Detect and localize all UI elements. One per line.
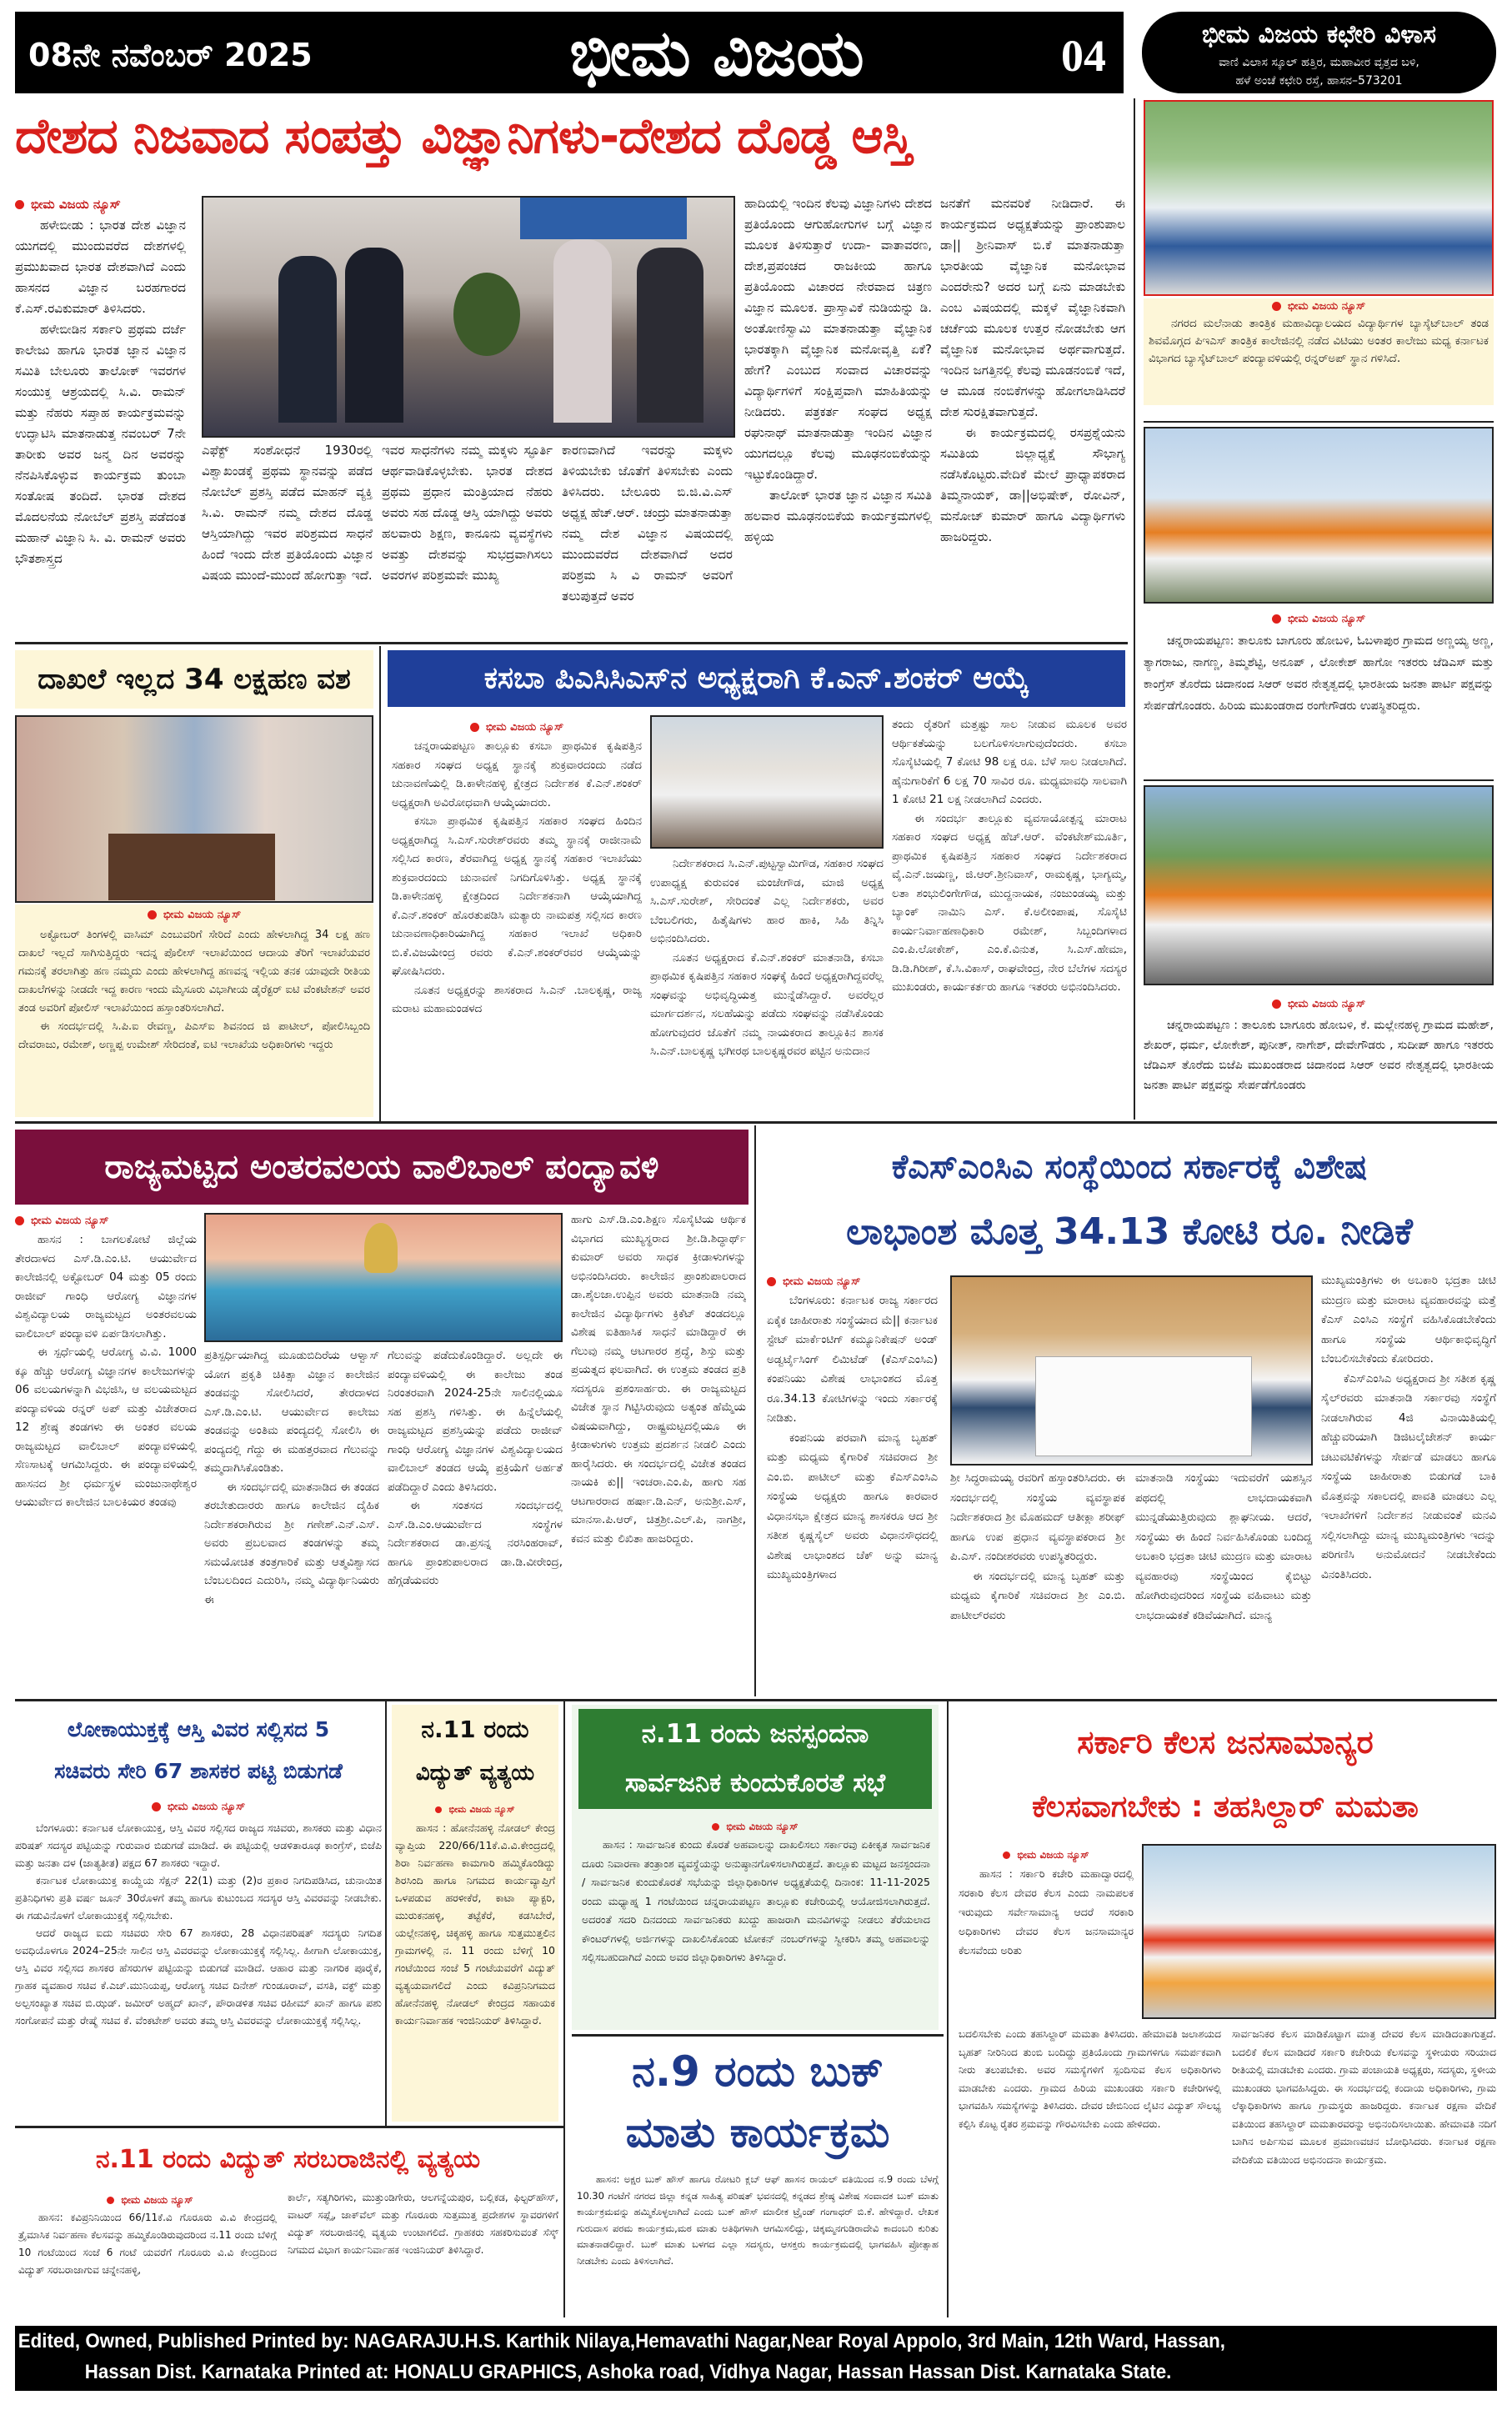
basketball-byline: ಭೀಮ ವಿಜಯ ನ್ಯೂಸ್ bbox=[1144, 298, 1494, 315]
cash-seizure-text-box bbox=[15, 904, 373, 1117]
bullet-icon bbox=[1272, 302, 1281, 311]
article5-headline-line1: ಕೆಎಸ್‌ಎಂಸಿಎ ಸಂಸ್ಥೆಯಿಂದ ಸರ್ಕಾರಕ್ಕೆ ವಿಶೇಷ bbox=[891, 1148, 1368, 1186]
column-divider bbox=[379, 646, 381, 1121]
bullet-icon bbox=[1003, 1851, 1010, 1859]
office-address-line1: ವಾಣಿ ವಿಲಾಸ ಸ್ಕೂಲ್ ಹತ್ತಿರ, ಮಹಾವೀರ ವೃತ್ತದ ಬಳಿ, bbox=[1219, 56, 1419, 69]
article6-headline-line2: ಸಚಿವರು ಸೇರಿ 67 ಶಾಸಕರ ಪಟ್ಟಿ ಬಿಡುಗಡೆ bbox=[54, 1759, 343, 1783]
article5-col3: ಮಾತನಾಡಿ ಸಂಸ್ಥೆಯು ಇದುವರೆಗೆ ಯಶಸ್ಸಿನ ಪಥದಲ್ಲಿ ಲಾಭದಾಯಕವಾಗಿ ಮುನ್ನಡೆಯುತ್ತಿರುವುದು ಶ್ಲಾಘನೀಯ. ಆದರೆ, ಸಂಸ್ಥೆಯು ಈ ಹಿಂದೆ ನಿರ್ವಹಿಸಿಕೊಂಡು ಬಂದಿದ್ದ ಅಬಕಾರಿ ಭದ್ರತಾ ಚೀಟಿ ಮುದ್ರಣ ಮತ್ತು ಮಾರಾಟ ವ್ಯವಹಾರವು ಸಂಸ್ಥೆಯಿಂದ ಕೈಬಿಟ್ಟು ಹೋಗಿರುವುದರಿಂದ ಸಂಸ್ಥೆಯ ವಹಿವಾಟು ಮತ್ತು ಲಾಭದಾಯಕತೆ ಕಡಿವೆಯಾಗಿದೆ. ಮಾನ್ಯ bbox=[1135, 1471, 1312, 1622]
article1-col5: ಹಾದಿಯಲ್ಲಿ ಇಂದಿನ ಕೆಲವು ವಿಜ್ಞಾನಿಗಳು ದೇಶದ ಪ್ರತಿಯೊಂದು ಆಗುಹೋಗುಗಳ ಬಗ್ಗೆ ವಿಜ್ಞಾನ ಮೂಲಕ ತಿಳಿಸುತ್ತಾರೆ ಉದಾ- ವಾತಾವರಣ, ದೇಶ,ಪ್ರಪಂಚದ ರಾಜಕೀಯ ಹಾಗೂ ಪ್ರತಿಯೊಂದು ವಿಚಾರದ ನೇರವಾದ ಚಿತ್ರಣ ವಿಜ್ಞಾನ ಮೂಲಕ. ಪ್ರಾಸ್ತಾವಿಕೆ ನುಡಿಯನ್ನು ಡಿ. ಅಂತೋಣಿಸ್ವಾಮಿ ಮಾತನಾಡುತ್ತಾ ವೈಜ್ಞಾನಿಕ ಭಾರತಕ್ಕಾಗಿ ವೈಜ್ಞಾನಿಕ ಮನೋವೃತ್ತಿ ಏಕೆ? ಹೇಗೆ? ಎಂಬುದ ಸಂವಾದ ವಿಚಾರವನ್ನು ವಿದ್ಯಾರ್ಥಿಗಳಿಗೆ ಸಂಕ್ಷಿಪ್ತವಾಗಿ ಮಾಹಿತಿಯನ್ನು ನೀಡಿದರು. ಪತ್ರಕರ್ತ ಸಂಘದ ಅಧ್ಯಕ್ಷ ರಘುನಾಥ್ ಮಾತನಾಡುತ್ತಾ ಇಂದಿನ ವಿಜ್ಞಾನ ಯುಗದಲ್ಲೂ ಕೆಲವು ಮೂಢನಂಬಿಕೆಯನ್ನು ಇಟ್ಟುಕೊಂಡಿದ್ದಾರೆ. ತಾಲೋಕ್ ಭಾರತ ಜ್ಞಾನ ವಿಜ್ಞಾನ ಸಮಿತಿ ಹಲವಾರ ಮೂಢನಂಬಿಕೆಯ ಕಾರ್ಯಕ್ರಮಗಳಲ್ಲಿ ಹಳ್ಳಿಯ bbox=[744, 196, 932, 544]
article1-col3: ಇವರ ಸಾಧನೆಗಳು ನಮ್ಮ ಮಕ್ಕಳು ಸ್ಫೂರ್ತಿ ಆರ್ಥವಾಡಿಕೊಳ್ಳಬೇಕು. ಭಾರತ ದೇಶದ ಪ್ರಥಮ ಪ್ರಧಾನ ಮಂತ್ರಿಯಾದ ನೆಹರು ಅವರು ಸಹ ದೊಡ್ಡ ಆಸ್ತಿ ಯಾಗಿದ್ದು ಅವರು ಹಲವಾರು ಶಿಕ್ಷಣ, ಕಾನೂನು ವ್ಯವಸ್ಥೆಗಳು ಅವತ್ತು ದೇಶವನ್ನು ಸುಭದ್ರವಾಗಿಸಲು ಅವರಗಳ ಪರಿಶ್ರಮವೇ ಮುಖ್ಯ bbox=[382, 443, 553, 583]
article8-byline: ಭೀಮ ವಿಜಯ ನ್ಯೂಸ್ bbox=[578, 1816, 932, 1834]
article1-col1: ಹಳೇಬೀಡು : ಭಾರತ ದೇಶ ವಿಜ್ಞಾನ ಯುಗದಲ್ಲಿ ಮುಂದುವರೆದ ದೇಶಗಳಲ್ಲಿ ಪ್ರಮುಖವಾದ ಭಾರತ ದೇಶವಾಗಿದೆ ಎಂದು ಹಾಸನದ ವಿಜ್ಞಾನ ಬರಹಗಾರದ ಕೆ.ಎಸ್.ರವಿಕುಮಾರ್ ತಿಳಿಸಿದರು. ಹಳೇಬೀಡಿನ ಸರ್ಕಾರಿ ಪ್ರಥಮ ದರ್ಜೆ ಕಾಲೇಜು ಹಾಗೂ ಭಾರತ ಜ್ಞಾನ ವಿಜ್ಞಾನ ಸಮಿತಿ ಬೇಲೂರು ತಾಲೋಕ್ ಇವರಗಳ ಸಂಯುಕ್ತ ಆಶ್ರಯದಲ್ಲಿ ಸಿ.ವಿ. ರಾಮನ್ ಮತ್ತು ನೆಹರು ಸಪ್ತಾಹ ಕಾರ್ಯಕ್ರಮವನ್ನು ಉದ್ಘಾಟಿಸಿ ಮಾತನಾಡುತ್ತ ನವಂಬರ್ 7ನೇ ತಾರೀಕು ಅವರ ಜನ್ಮ ದಿನ ಅವರನ್ನು ನೆನಪಿಸಿಕೊಳ್ಳುವ ಕಾರ್ಯಕ್ರಮ ತುಂಬಾ ಸಂತೋಷ ತಂದಿದೆ. ಭಾರತ ದೇಶದ ಮೊದಲನೆಯ ನೋಬೆಲ್ ಪ್ರಶಸ್ತಿ ಪಡೆದಂತ ಮಹಾನ್ ವಿಜ್ಞಾನಿ ಸಿ. ವಿ. ರಾಮನ್ ಅವರು ಭೌತಶಾಸ್ತ್ರದ bbox=[15, 218, 186, 566]
article10-headline: ನ.11 ರಂದು ವಿದ್ಯುತ್ ಸರಬರಾಜಿನಲ್ಲಿ ವ್ಯತ್ಯಯ bbox=[95, 2145, 481, 2174]
page-number: 04 bbox=[1061, 31, 1106, 81]
bullet-icon bbox=[1272, 1000, 1281, 1009]
article5-headline-line2: ಲಾಭಾಂಶ ಮೊತ್ತ 34.13 ಕೋಟಿ ರೂ. ನೀಡಿಕೆ bbox=[846, 1210, 1413, 1253]
bullet-icon bbox=[435, 1806, 442, 1813]
article9-headline-line2: ಮಾತು ಕಾರ್ಯಕ್ರಮ bbox=[625, 2108, 890, 2157]
article5-col4: ಮುಖ್ಯಮಂತ್ರಿಗಳು ಈ ಅಬಕಾರಿ ಭದ್ರತಾ ಚೀಟಿ ಮುದ್ರಣ ಮತ್ತು ಮಾರಾಟ ವ್ಯವಹಾರವನ್ನು ಮತ್ತೆ ಕೆಎಸ್ ಎಂಸಿಎ ಸಂಸ್ಥೆಗೆ ವಹಿಸಿಕೊಡಬೇಕೆಂದು ಹಾಗೂ ಸಂಸ್ಥೆಯ ಆರ್ಥಿಕಾಭಿವೃದ್ಧಿಗೆ ಬೆಂಬಲಿಸಬೇಕೆಂದು ಕೋರಿದರು. ಕೆಎಸ್‌ಎಂಸಿಎ ಅಧ್ಯಕ್ಷರಾದ ಶ್ರೀ ಸತೀಶ ಕೃಷ್ಣ ಸೈಲ್‌ರವರು ಮಾತನಾಡಿ ಸರ್ಕಾರವು ಸಂಸ್ಥೆಗೆ ನೀಡಲಾಗಿರುವ 4ಜಿ ವಿನಾಯಿತಿಯಲ್ಲಿ ಹೆಚ್ಚುವರಿಯಾಗಿ ಡಿಜಿಟಲೈಜೇಶನ್ ಕಾರ್ಯ ಚಟುವಟಿಕೆಗಳನ್ನು ಸೇರ್ಪಡೆ ಮಾಡಲು ಹಾಗೂ ಸಂಸ್ಥೆಯ ಜಾಹೀರಾತು ಬಿಡುಗಡೆ ಬಾಕಿ ಮೊತ್ತವನ್ನು ಸಕಾಲದಲ್ಲಿ ಪಾವತಿ ಮಾಡಲು ಎಲ್ಲ ಇಲಾಖೆಗಳಿಗೆ ನಿರ್ದೇಶನ ನೀಡುವಂತೆ ಮನವಿ ಸಲ್ಲಿಸಲಾಗಿದ್ದು ಮಾನ್ಯ ಮುಖ್ಯಮಂತ್ರಿಗಳು ಇದನ್ನು ಪರಿಗಣಿಸಿ ಅನುಮೋದನೆ ನೀಡಬೇಕೆಂದು ವಿನಂತಿಸಿದರು. bbox=[1321, 1274, 1496, 1581]
article2-byline: ಭೀಮ ವಿಜಯ ನ್ಯೂಸ್ bbox=[15, 904, 373, 926]
article3-byline: ಭೀಮ ವಿಜಯ ನ್ಯೂಸ್ bbox=[392, 717, 642, 737]
section-divider bbox=[15, 1699, 1497, 1701]
article1-col6: ಜನತೆಗೆ ಮನವರಿಕೆ ನೀಡಿದಾರೆ. ಈ ಕಾರ್ಯಕ್ರಮದ ಅಧ್ಯಕ್ಷತೆಯನ್ನು ಪ್ರಾಂಶುಪಾಲ ಡಾ|| ಶ್ರೀನಿವಾಸ್ ಬಿ.ಕೆ ಮಾತನಾಡುತ್ತಾ ಭಾರತೀಯ ವೈಜ್ಞಾನಿಕ ಮನೋಭಾವ ಎಂದರೇನು? ಅದರ ಬಗ್ಗೆ ಏನು ಮಾಡಬೇಕು ಎಂಬ ವಿಷಯದಲ್ಲಿ ಮಕ್ಕಳೆ ವೈಜ್ಞಾನಿಕವಾಗಿ ಚರ್ಚೆಯ ಮೂಲಕ ಉತ್ತರ ನೋಡಬೇಕು ಆಗ ವೈಜ್ಞಾನಿಕ ಮನೋಭಾವ ಅರ್ಥವಾಗುತ್ತದೆ. ಇಂದಿನ ಜಗತ್ತಿನಲ್ಲಿ ಕೆಲವು ಮೂಡನಂಬಿಕೆ ಇದೆ, ಆ ಮೂಡ ನಂಬಿಕೆಗಳನ್ನು ಹೋಗಲಾಡಿಸಿದರೆ ದೇಶ ಸುರಕ್ಷಿತವಾಗುತ್ತದೆ. ಈ ಕಾರ್ಯಕ್ರಮದಲ್ಲಿ ರಸಪ್ರಶ್ನೆಯನು ಸಮಿತಿಯ ಜಿಲ್ಲಾಧ್ಯಕ್ಷೆ ಸೌಭಾಗ್ಯ ನಡೆಸಿಕೊಟ್ಟರು.ವೇದಿಕೆ ಮೇಲೆ ಪ್ರಾಧ್ಯಾಪಕರಾದ ತಿಮ್ಮನಾಯಕ್, ಡಾ||ಅಭಿಷೇಕ್, ರೋವಿನ್, ಮನೋಜ್ ಕುಮಾರ್ ಹಾಗೂ ವಿದ್ಯಾರ್ಥಿಗಳು ಹಾಜರಿದ್ದರು. bbox=[940, 196, 1125, 544]
article9-headline-line1: ನ.9 ರಂದು ಬುಕ್ bbox=[632, 2047, 884, 2096]
newspaper-title bbox=[483, 15, 950, 92]
section-divider bbox=[572, 2034, 944, 2037]
article3-col1: ಚನ್ನರಾಯಪಟ್ಟಣ ತಾಲ್ಲೂಕು ಕಸಬಾ ಪ್ರಾಥಮಿಕ ಕೃಷಿಪತ್ತಿನ ಸಹಕಾರ ಸಂಘದ ಅಧ್ಯಕ್ಷ ಸ್ಥಾನಕ್ಕೆ ಶುಕ್ರವಾರದಂದು ನಡೆದ ಚುನಾವಣೆಯಲ್ಲಿ ಡಿ.ಕಾಳೇನಹಳ್ಳಿ ಕ್ಷೇತ್ರದ ನಿರ್ದೇಶಕ ಕೆ.ಎನ್.ಶಂಕರ್ ಅಧ್ಯಕ್ಷರಾಗಿ ಅವಿರೋಧವಾಗಿ ಆಯ್ಕೆಯಾದರು. ಕಸಬಾ ಪ್ರಾಥಮಿಕ ಕೃಷಿಪತ್ತಿನ ಸಹಕಾರ ಸಂಘದ ಹಿಂದಿನ ಅಧ್ಯಕ್ಷರಾಗಿದ್ದ ಸಿ.ಎಸ್.ಸುರೇಶ್‌ರವರು ತಮ್ಮ ಸ್ಥಾನಕ್ಕೆ ರಾಜೀನಾಮೆ ಸಲ್ಲಿಸಿದ ಕಾರಣ, ತೆರವಾಗಿದ್ದ ಅಧ್ಯಕ್ಷ ಸ್ಥಾನಕ್ಕೆ ಸಹಕಾರ ಇಲಾಖೆಯು ಶುಕ್ರವಾರದಂದು ಚುನಾವಣೆ ನಿಗದಿಗೊಳಿಸಿತ್ತು. ಅಧ್ಯಕ್ಷ ಸ್ಥಾನಕ್ಕೆ ಡಿ.ಕಾಳೇನಹಳ್ಳಿ ಕ್ಷೇತ್ರದಿಂದ ನಿರ್ದೇಶಕನಾಗಿ ಆಯ್ಕೆಯಾಗಿದ್ದ ಕೆ.ಎನ್.ಶಂಕರ್ ಹೊರತುಪಡಿಸಿ ಮತ್ಯಾರು ನಾಮಪತ್ರ ಸಲ್ಲಿಸದ ಕಾರಣ ಚುನಾವಣಾಧಿಕಾರಿಯಾಗಿದ್ದ ಸಹಕಾರ ಇಲಾಖೆ ಅಧಿಕಾರಿ ಬಿ.ಕೆ.ವಿಜಯೇಂದ್ರ ರವರು ಕೆ.ಎನ್.ಶಂಕರ್‌ರವರ ಆಯ್ಕೆಯನ್ನು ಘೋಷಿಸಿದರು. ನೂತನ ಅಧ್ಯಕ್ಷರನ್ನು ಶಾಸಕರಾದ ಸಿ.ಎನ್ .ಬಾಲಕೃಷ್ಣ, ರಾಜ್ಯ ಮರಾಟ ಮಹಾಮಂಡಳದ bbox=[392, 739, 642, 1015]
column-divider bbox=[1134, 98, 1135, 1120]
section-divider bbox=[1144, 779, 1494, 781]
election-felicitation-photo bbox=[650, 715, 884, 849]
article3-col3: ತಂದು ರೈತರಿಗೆ ಮತ್ತಷ್ಟು ಸಾಲ ನೀಡುವ ಮೂಲಕ ಅವರ ಆರ್ಥಿಕತೆಯನ್ನು ಬಲಗೊಳಿಸಲಾಗುವುದೆಂದರು. ಕಸಬಾ ಸೊಸೈಟಿಯಲ್ಲಿ 7 ಕೋಟಿ 98 ಲಕ್ಷ ರೂ. ಬೆಳೆ ಸಾಲ ನೀಡಲಾಗಿದೆ. ಹೈನುಗಾರಿಕೆಗೆ 6 ಲಕ್ಷ 70 ಸಾವಿರ ರೂ. ಮಧ್ಯಮಾವಧಿ ಸಾಲವಾಗಿ 1 ಕೋಟಿ 21 ಲಕ್ಷ ನೀಡಲಾಗಿದೆ ಎಂದರು. ಈ ಸಂದರ್ಭ ತಾಲ್ಲೂಕು ವ್ಯವಸಾಯೋತ್ಪನ್ನ ಮಾರಾಟ ಸಹಕಾರ ಸಂಘದ ಅಧ್ಯಕ್ಷ ಹೆಚ್.ಆರ್. ವೆಂಕಟೇಶ್‌ಮೂರ್ತಿ, ಪ್ರಾಥಮಿಕ ಕೃಷಿಪತ್ತಿನ ಸಹಕಾರ ಸಂಘದ ನಿರ್ದೇಶಕರಾದ ವೈ.ಎನ್.ಜಯಣ್ಣ, ಜಿ.ಆರ್.ಶ್ರೀನಿವಾಸ್, ರಾಮಕೃಷ್ಣ, ಭಾಗ್ಯಮ್ಮ, ಲತಾ ಶಂಭುಲಿಂಗೇಗೌಡ, ಮುದ್ದನಾಯಕ, ನಂಜುಂಡಯ್ಯ ಮತ್ತು ಬ್ಯಾಂಕ್ ನಾಮಿನಿ ಎಸ್. ಕೆ.ಅಲೀಂಪಾಷ, ಸೊಸೈಟಿ ಕಾರ್ಯನಿರ್ವಾಹಣಾಧಿಕಾರಿ ರಮೇಶ್, ಸಿಬ್ಬಂದಿಗಳಾದ ಎಂ.ಪಿ.ಲೋಕೇಶ್, ಎಂ.ಕೆ.ವಿನುತ, ಸಿ.ಎಸ್.ಹೇಮಾ, ಡಿ.ಡಿ.ಗಿರೀಶ್, ಕೆ.ಸಿ.ವಿಕಾಸ್, ರಾಘವೇಂದ್ರ, ನೇರ ಬೆಲೆಗಳ ಸದಸ್ಯರ ಮುಖಂಡರು, ಕಾರ್ಯಕರ್ತರು ಹಾಗೂ ಇತರರು ಅಭಿನಂದಿಸಿದರು. bbox=[892, 718, 1127, 994]
section-divider bbox=[15, 2126, 565, 2128]
article7-headline-line2: ವಿದ್ಯುತ್ ವ್ಯತ್ಯಯ bbox=[415, 1761, 535, 1786]
article4-col4: ಹಾಗು ಎಸ್.ಡಿ.ಎಂ.ಶಿಕ್ಷಣ ಸೊಸೈಟಿಯ ಆರ್ಥಿಕ ವಿಭಾಗದ ಮುಖ್ಯಸ್ಥರಾದ ಶ್ರೀ.ಡಿ.ಶಿದ್ಧಾರ್ಥ್ ಕುಮಾರ್ ಅವರು ಸಾಧಕ ಕ್ರೀಡಾಳುಗಳನ್ನು ಅಭಿನಂದಿಸಿದರು. ಕಾಲೇಜಿನ ಪ್ರಾಂಶುಪಾಲರಾದ ಡಾ.ಶೈಲಜಾ.ಉಪ್ಪಿನ ಅವರು ಮಾತನಾಡಿ ನಮ್ಮ ಕಾಲೇಜಿನ ವಿದ್ಯಾರ್ಥಿಗಳು ಕ್ರಿಕೆಟ್ ತಂಡದಲ್ಲೂ ವಿಶೇಷ ಐತಿಹಾಸಿಕ ಸಾಧನೆ ಮಾಡಿದ್ದಾರೆ ಈ ಗೆಲುವು ನಮ್ಮ ಆಟಗಾರರ ಶ್ರದ್ಧೆ, ಶಿಸ್ತು ಮತ್ತು ಪ್ರಯತ್ನದ ಫಲವಾಗಿದೆ. ಈ ಉತ್ತಮ ತಂಡದ ಪ್ರತಿ ಸದಸ್ಯರೂ ಪ್ರಶಂಸಾರ್ಹರು. ಈ ರಾಜ್ಯಮಟ್ಟದ ವಿಜೇತ ಸ್ಥಾನ ಗಿಟ್ಟಿಸಿರುವುದು ಅತ್ಯಂತ ಹೆಮ್ಮೆಯ ವಿಷಯವಾಗಿದ್ದು, ರಾಷ್ಟ್ರಮಟ್ಟದಲ್ಲಿಯೂ ಈ ಕ್ರೀಡಾಳುಗಳು ಉತ್ತಮ ಪ್ರದರ್ಶನ ನೀಡಲಿ ಎಂದು ಹಾರೈಸಿದರು. ಈ ಸಂದರ್ಭದಲ್ಲಿ ವಿಜೇತ ತಂಡದ ನಾಯಕಿ ಕು|| ಇಂಚರಾ.ಎಂ.ಪಿ, ಹಾಗು ಸಹ ಆಟಗಾರರಾದ ಹರ್ಷಾ.ಡಿ.ಎನ್, ಅನುಶ್ರೀ.ಎಸ್, ಮಾನಸಾ.ಪಿ.ಆರ್, ಚಿತ್ರಶ್ರೀ.ಎಲ್.ಪಿ, ನಾಗಶ್ರೀ, ಕವನ ಮತ್ತು ಲಿಖಿತಾ ಹಾಜರಿದ್ದರು. bbox=[571, 1213, 746, 1546]
article8-body: ಹಾಸನ : ಸಾರ್ವಜನಿಕ ಕುಂದು ಕೊರತೆ ಅಹವಾಲನ್ನು ದಾಖಲಿಸಲು ಸರ್ಕಾರವು ಏಕೀಕೃತ ಸಾರ್ವಜನಿಕ ದೂರು ನಿವಾರಣಾ ತಂತ್ರಾಂಶ ವ್ಯವಸ್ಥೆಯನ್ನು ಅನುಷ್ಠಾನಗೊಳಿಸಲಾಗಿರುತ್ತದೆ. ತಾಲ್ಲೂಕು ಮಟ್ಟದ ಜನಸ್ಪಂದನಾ / ಸಾರ್ವಜನಿಕ ಕುಂದುಕೊರತೆ ಸಭೆಯನ್ನು ಜಿಲ್ಲಾಧಿಕಾರಿಗಳ ಅಧ್ಯಕ್ಷತೆಯಲ್ಲಿ ದಿನಾಂಕ: 11-11-2025 ರಂದು ಮಧ್ಯಾಹ್ನ 1 ಗಂಟೆಯಿಂದ ಚನ್ನರಾಯಪಟ್ಟಣ ತಾಲ್ಲೂಕು ಕಚೇರಿಯಲ್ಲಿ ಆಯೋಜಿಸಲಾಗಿರುತ್ತದೆ. ಅದರಂತೆ ಸದರಿ ದಿನದಂದು ಸಾರ್ವಜನಿಕರು ಖುದ್ದು ಹಾಜರಾಗಿ ಮನವಿಗಳನ್ನು ನೀಡಲು ತೆರೆಯಲಾದ ಕೌಂಟರ್‌ಗಳಲ್ಲಿ ಅರ್ಜಿಗಳನ್ನು ದಾಖಲಿಸಿಕೊಂಡು ಟೋಕನ್ ನಂಬರ್‌ಗಳನ್ನು ಸ್ವೀಕರಿಸಿ ತಮ್ಮ ಅಹವಾಲನ್ನು ಸಲ್ಲಿಸಬಹುದಾಗಿದೆ ಎಂದು ಅವರ ಜಿಲ್ಲಾಧಿಕಾರಿಗಳು ತಿಳಿಸಿದ್ದಾರೆ. bbox=[582, 1838, 930, 1963]
article10-col2: ಕಾರ್ಲೆ, ಸತ್ಯಗಿರಿಗಳು, ಮುತ್ತುಂಡಿಗೇರು, ಆಲಗನ್ನೆಯಪುರ, ಬಲ್ಲಿಕಡ, ಫಿಲ್ಟರ್‌ಹೌಸ್, ವಾಟರ್ ಸಪ್ಲೈ, ಜಾಕ್‌ವೆಲ್ ಮತ್ತು ಗೊರೂರು ಸುತ್ತಮುತ್ತ ಪ್ರದೇಶಗಳ ಸ್ಥಾವರಗಳಿಗೆ ವಿದ್ಯುತ್ ಸರಬರಾಜಿನಲ್ಲಿ ವ್ಯತ್ಯಯ ಉಂಟಾಗಲಿದೆ. ಗ್ರಾಹಕರು ಸಹಕರಿಸುವಂತೆ ಸೆಸ್ಕ್ ನಿಗಮದ ವಿಭಾಗ ಕಾರ್ಯನಿರ್ವಾಹಕ ಇಂಜಿನಿಯರ್ ತಿಳಿಸಿದ್ದಾರೆ. bbox=[288, 2192, 558, 2256]
volleyball-team-photo bbox=[204, 1213, 563, 1342]
article3-col2: ನಿರ್ದೇಶಕರಾದ ಸಿ.ಎನ್.ಪುಟ್ಟಸ್ವಾಮಿಗೌಡ, ಸಹಕಾರ ಸಂಘದ ಉಪಾಧ್ಯಕ್ಷ ಕುರುವಂಕ ಮಂಜೇಗೌಡ, ಮಾಜಿ ಅಧ್ಯಕ್ಷ ಸಿ.ಎಸ್.ಸುರೇಶ್, ಸೇರಿದಂತೆ ಎಲ್ಲ ನಿರ್ದೇಶಕರು, ಅವರ ಬೆಂಬಲಿಗರು, ಹಿತೈಷಿಗಳು ಹಾರ ಹಾಕಿ, ಸಿಹಿ ತಿನ್ನಿಸಿ ಅಭಿನಂದಿಸಿದರು. ನೂತನ ಅಧ್ಯಕ್ಷರಾದ ಕೆ.ಎನ್.ಶಂಕರ್ ಮಾತನಾಡಿ, ಕಸಬಾ ಪ್ರಾಥಮಿಕ ಕೃಷಿಪತ್ತಿನ ಸಹಕಾರ ಸಂಘಕ್ಕೆ ಹಿಂದೆ ಅಧ್ಯಕ್ಷರಾಗಿದ್ದವರೆಲ್ಲ ಸಂಘವನ್ನು ಅಭಿವೃದ್ಧಿಯತ್ತ ಮುನ್ನೆಡೆಸಿದ್ದಾರೆ. ಅವರೆಲ್ಲರ ಮಾರ್ಗದರ್ಶನ, ಸಲಹೆಯನ್ನು ಪಡೆದು ಸಂಘವನ್ನು ನಡೆಸಿಕೊಂಡು ಹೋಗುವುದರ ಜೊತೆಗೆ ನಮ್ಮ ನಾಯಕರಾದ ತಾಲ್ಲೂಕಿನ ಶಾಸಕ ಸಿ.ಎನ್.ಬಾಲಕೃಷ್ಣ ಭಗೀರಥ ಬಾಲಕೃಷ್ಣರವರ ಪಟ್ಟಿನ ಅನುದಾನ bbox=[650, 857, 884, 1058]
article4-col3: ಗೆಲುವನ್ನು ಪಡೆದುಕೊಂಡಿದ್ದಾರೆ. ಅಲ್ಲದೇ ಈ ಪಂದ್ಯಾವಳಿಯಲ್ಲಿ ಈ ಕಾಲೇಜು ತಂಡ ನಿರಂತರವಾಗಿ 2024-25ನೇ ಸಾಲಿನಲ್ಲಿಯೂ ಸಹ ಪ್ರಶಸ್ತಿ ಗಳಿಸಿತ್ತು. ಈ ಹಿನ್ನೆಲೆಯಲ್ಲಿ ರಾಜ್ಯಮಟ್ಟದ ಪ್ರಶಸ್ತಿಯನ್ನು ಪಡೆದು ರಾಜೀವ್ ಗಾಂಧಿ ಆರೋಗ್ಯ ವಿಜ್ಞಾನಗಳ ವಿಶ್ವವಿದ್ಯಾಲಯದ ವಾಲಿಬಾಲ್ ತಂಡದ ಆಯ್ಕೆ ಪ್ರಕ್ರಿಯೆಗೆ ಅರ್ಹತೆ ಪಡೆದಿದ್ದಾರೆ ಎಂದು ತಿಳಿಸಿದರು. ಈ ಸಂತಸದ ಸಂದರ್ಭದಲ್ಲಿ ಎಸ್.ಡಿ.ಎಂ.ಆಯುರ್ವೇದ ಸಂಸ್ಥೆಗಳ ನಿರ್ದೇಶಕರಾದ ಡಾ.ಪ್ರಸನ್ನ ನರಸಿಂಹರಾವ್, ಹಾಗೂ ಪ್ರಾಂಶುಪಾಲರಾದ ಡಾ.ಡಿ.ವೀರೇಂದ್ರ, ಹೆಗ್ಗಡೆಯವರು bbox=[388, 1349, 563, 1587]
article7-headline-line1: ನ.11 ರಂದು bbox=[421, 1716, 529, 1743]
basketball-team-photo bbox=[1144, 100, 1494, 296]
basketball-caption-box bbox=[1144, 298, 1494, 405]
party-joining-caption-2: ಚನ್ನರಾಯಪಟ್ಟಣ : ತಾಲೂಕು ಬಾಗೂರು ಹೋಬಳಿ, ಕೆ. ಮಲ್ಲೇನಹಳ್ಳಿ ಗ್ರಾಮದ ಮಹೇಶ್, ಶೇಖರ್, ಧರ್ಮ, ಲೋಕೇಶ್, ಪುನೀತ್, ನಾಗೇಶ್, ದೇವೇಗೌಡರು , ಸುದೀಪ್ ಹಾಗೂ ಇತರರು ಜೆಡಿಎಸ್ ತೊರೆದು ಬಿಜೆಪಿ ಮುಖಂಡರಾದ ಚಿದಾನಂದ ಸಿಆರ್ ಅವರ ನೇತೃತ್ವದಲ್ಲಿ ಭಾರತೀಯ ಜನತಾ ಪಾರ್ಟಿ ಪಕ್ಷವನ್ನು ಸೇರ್ಪಡೆಗೊಂಡರು bbox=[1144, 1019, 1494, 1092]
tahsildar-felicitation-photo bbox=[1142, 1844, 1496, 2019]
column-divider bbox=[947, 1701, 949, 2317]
article6-headline-line1: ಲೋಕಾಯುಕ್ತಕ್ಕೆ ಆಸ್ತಿ ವಿವರ ಸಲ್ಲಿಸದ 5 bbox=[67, 1717, 330, 1741]
article4-col1: ಹಾಸನ : ಬಾಗಲಕೋಟೆ ಜಿಲ್ಲೆಯ ತೇರದಾಳದ ಎಸ್.ಡಿ.ಎಂ.ಟಿ. ಆಯುರ್ವೇದ ಕಾಲೇಜಿನಲ್ಲಿ ಅಕ್ಟೋಬರ್ 04 ಮತ್ತು 05 ರಂದು ರಾಜೀವ್ ಗಾಂಧಿ ಆರೋಗ್ಯ ವಿಜ್ಞಾನಗಳ ವಿಶ್ವವಿದ್ಯಾಲಯ ರಾಜ್ಯಮಟ್ಟದ ಅಂತರವಲಯ ವಾಲಿಬಾಲ್ ಪಂದ್ಯಾವಳಿ ಏರ್ಪಡಿಸಲಾಗಿತ್ತು. ಈ ಸ್ಪರ್ಧೆಯಲ್ಲಿ ಆರೋಗ್ಯ ವಿ.ವಿ. 1000 ಕ್ಕೂ ಹೆಚ್ಚು ಆರೋಗ್ಯ ವಿಜ್ಞಾನಗಳ ಕಾಲೇಜುಗಳನ್ನು 06 ವಲಯಗಳನ್ನಾಗಿ ವಿಭಜಿಸಿ, ಆ ವಲಯಮಟ್ಟದ ಪಂದ್ಯಾವಳಿಯ ರನ್ನರ್ ಅಪ್ ಮತ್ತು ವಿಜೇತರಾದ 12 ಶ್ರೇಷ್ಠ ತಂಡಗಳು ಈ ಅಂತರ ವಲಯ ರಾಜ್ಯಮಟ್ಟದ ವಾಲಿಬಾಲ್ ಪಂದ್ಯಾವಳಿಯಲ್ಲಿ ಸೆಣಸಾಟಕ್ಕೆ ಆಗಮಿಸಿದ್ದರು. ಈ ಪಂದ್ಯಾವಳಿಯಲ್ಲಿ ಹಾಸನದ ಶ್ರೀ ಧರ್ಮಸ್ಥಳ ಮಂಜುನಾಥೇಶ್ವರ ಆಯುರ್ವೇದ ಕಾಲೇಜಿನ ಬಾಲಕಿಯರ ತಂಡವು bbox=[15, 1233, 197, 1509]
bullet-icon bbox=[152, 1802, 161, 1811]
article2-body: ಅಕ್ಟೋಬರ್ ತಿಂಗಳಲ್ಲಿ ವಾಸಿಮ್ ಎಂಬುವರಿಗೆ ಸೇರಿದೆ ಎಂದು ಹೇಳಲಾಗಿದ್ದ 34 ಲಕ್ಷ ಹಣ ದಾಖಲೆ ಇಲ್ಲದೆ ಸಾಗಿಸುತ್ತಿದ್ದರು ಇದನ್ನ ಪೊಲೀಸ್ ಇಲಾಖೆಯಿಂದ ಆದಾಯ ತೆರಿಗೆ ಇಲಾಖೆಯವರ ಗಮನಕ್ಕೆ ತರಲಾಗಿತ್ತು ಹಣ ನಮ್ಮದು ಎಂದು ಹೇಳಲಾಗಿದ್ದ ಹಣವನ್ನ ಇಲ್ಲಿಯ ತನಕ ಯಾವುದೇ ರೀತಿಯ ದಾಖಲೆಗಳನ್ನು ನೀಡದೇ ಇದ್ದ ಕಾರಣ ಇಂದು ಮೈಸೂರು ವಿಭಾಗೀಯ ಡೈರೆಕ್ಟರ್ ಐಟಿ ವೆಂಕಟೇಶನ್ ಅವರ ತಂಡ ಅವರಿಗೆ ಪೋಲಿಸ್ ಇಲಾಖೆಯಿಂದ ಹಸ್ತಾಂತರಿಸಲಾಗಿದೆ. ಈ ಸಂದರ್ಭದಲ್ಲಿ ಸಿ.ಪಿ.ಐ ರೇವಣ್ಣ, ಪಿಎಸ್ಐ ಶಿವನಂದ ಜಿ ಪಾಟೀಲ್, ಪೋಲಿಸಿಬ್ಬಂದಿ ದೇವರಾಜು, ರಮೇಶ್, ಅಣ್ಣಪ್ಪ ಉಮೇಶ್ ಸೇರಿದಂತೆ, ಐಟಿ ಇಲಾಖೆಯ ಅಧಿಕಾರಿಗಳು ಇದ್ದರು bbox=[18, 929, 370, 1051]
title-text: ಭೀಮ ವಿಜಯ bbox=[569, 16, 864, 90]
party-joining-caption-1: ಚನ್ನರಾಯಪಟ್ಟಣ: ತಾಲೂಕು ಬಾಗೂರು ಹೋಬಳಿ, ಓಬಳಾಪುರ ಗ್ರಾಮದ ಅಣ್ಣಯ್ಯ ಅಣ್ಣ, ತ್ಯಾಗರಾಜು, ನಾಗಣ್ಣ, ತಿಮ್ಮಶೆಟ್ಟಿ, ಅನೂಪ್ , ಲೋಕೇಶ್ ಹಾಗೋ ಇತರರು ಜೆಡಿಎಸ್ ಮತ್ತು ಕಾಂಗ್ರೆಸ್ ತೊರೆದು ಚಿದಾನಂದ ಸಿಆರ್ ಅವರ ನೇತೃತ್ವದಲ್ಲಿ ಭಾರತೀಯ ಜನತಾ ಪಾರ್ಟಿ ಪಕ್ಷವನ್ನು ಸೇರ್ಪಡೆಗೊಂಡರು. ಹಿರಿಯ ಮುಖಂಡರಾದ ರಂಗೇಗೌಡರು ಉಪಸ್ಥಿತರಿದ್ದರು. bbox=[1144, 634, 1494, 713]
section-divider bbox=[1144, 421, 1494, 423]
article7-byline: ಭೀಮ ವಿಜಯ ನ್ಯೂಸ್ bbox=[392, 1799, 558, 1817]
party-joining-byline-2: ಭೀಮ ವಿಜಯ ನ್ಯೂಸ್ bbox=[1144, 994, 1494, 1014]
office-address-line2: ಹಳೆ ಅಂಚೆ ಕಛೇರಿ ರಸ್ತೆ, ಹಾಸನ–573201 bbox=[1235, 74, 1403, 88]
article4-byline: ಭೀಮ ವಿಜಯ ನ್ಯೂಸ್ bbox=[15, 1210, 198, 1230]
basketball-caption: ನಗರದ ಮಲೆನಾಡು ತಾಂತ್ರಿಕ ಮಹಾವಿದ್ಯಾಲಯದ ವಿದ್ಯಾರ್ಥಿಗಳ ಬ್ಯಾಸ್ಕೆಟ್‌ಬಾಲ್ ತಂಡ ಶಿವಮೊಗ್ಗದ ಪಿಇಎಸ್ ತಾಂತ್ರಿಕ ಕಾಲೇಜಿನಲ್ಲಿ ನಡೆದ ವಿಟಿಯು ಅಂತರ ಕಾಲೇಜು ಮಧ್ಯ ಕರ್ನಾಟಕ ವಿಭಾಗದ ಬ್ಯಾಸ್ಕೆಟ್‌ಬಾಲ್ ಪಂದ್ಯಾವಳಿಯಲ್ಲಿ ರನ್ನರ್‌ಅಪ್ ಸ್ಥಾನ ಗಳಿಸಿದೆ. bbox=[1149, 317, 1489, 365]
article8-headline bbox=[578, 1709, 932, 1809]
bullet-icon bbox=[1272, 614, 1281, 624]
article7-body: ಹಾಸನ : ಹೋನೆನಹಳ್ಳಿ ನೋಡಲ್ ಕೇಂದ್ರ ವ್ಯಾಪ್ತಿಯ 220/66/11ಕೆ.ವಿ.ವಿ.ಕೇಂದ್ರದಲ್ಲಿ ಶಿರಾ ನಿರ್ವಹಣಾ ಕಾಮಗಾರಿ ಹಮ್ಮಿಕೊಂಡಿದ್ದು ಶಿರಸಿಂದಿ ಹಾಗೂ ನಿಗಮದ ಕಾರ್ಯವ್ಯಾಪ್ತಿಗೆ ಒಳಪಡುವ ಹರಳೀಕೆರೆ, ಕಾಟಾ ಪ್ಯಾಕ್ಟರಿ, ಮುರುಕನಹಳ್ಳಿ, ತಟ್ಟೆಕೆರೆ, ಕಡಸಿಬೇರೆ, ಯಲ್ಲೇನಹಳ್ಳಿ, ಚಿಕ್ಕಹಳ್ಳಿ ಹಾಗೂ ಸುತ್ತಮುತ್ತಲಿನ ಗ್ರಾಮಗಳಲ್ಲಿ ನ. 11 ರಂದು ಬೆಳಿಗ್ಗೆ 10 ಗಂಟೆಯಿಂದ ಸಂಜೆ 5 ಗಂಟೆಯವರೆಗೆ ವಿದ್ಯುತ್ ವ್ಯತ್ಯಯವಾಗಲಿದೆ ಎಂದು ಕವಿಪ್ರನಿನಿಗಮದ ಹೋನೆನಹಳ್ಳಿ ನೋಡಲ್ ಕೇಂದ್ರದ ಸಹಾಯಕ ಕಾರ್ಯನಿರ್ವಾಹಕ ಇಂಜಿನಿಯರ್ ತಿಳಿಸಿದ್ದಾರೆ. bbox=[395, 1821, 555, 2027]
article11-headline-line2: ಕೆಲಸವಾಗಬೇಕು : ತಹಸಿಲ್ದಾರ್ ಮಮತಾ bbox=[1032, 1790, 1419, 1824]
bullet-icon bbox=[15, 1216, 24, 1225]
article11-byline: ಭೀಮ ವಿಜಯ ನ್ಯೂಸ್ bbox=[959, 1844, 1134, 1862]
office-address-box bbox=[1142, 12, 1496, 93]
bullet-icon bbox=[15, 200, 24, 209]
article1-byline: ಭೀಮ ವಿಜಯ ನ್ಯೂಸ್ bbox=[15, 193, 182, 215]
column-divider bbox=[754, 1125, 756, 1696]
cheque-handover-photo bbox=[950, 1275, 1313, 1466]
cash-seizure-photo bbox=[15, 715, 373, 903]
column-divider bbox=[563, 1701, 565, 2317]
article11-intro: ಹಾಸನ : ಸರ್ಕಾರಿ ಕಚೇರಿ ಮಹಾದ್ವಾರದಲ್ಲಿ ಸರಕಾರಿ ಕೆಲಸ ದೇವರ ಕೆಲಸ ಎಂದು ನಾಮಪಲಕ ಇರುವುದು ಸರ್ವೇಸಾಮಾನ್ಯ ಆದರೆ ಸರಕಾರಿ ಅಧಿಕಾರಿಗಳು ದೇವರ ಕೆಲಸ ಜನಸಾಮಾನ್ಯರ ಕೆಲಸವೆಂದು ಅರಿತು bbox=[959, 1867, 1134, 1957]
article11-col1: ಬದಲಿಸಬೇಕು ಎಂದು ತಹಸಿಲ್ದಾರ್ ಮಮತಾ ತಿಳಿಸಿದರು. ಹೇಮಾವತಿ ಜಲಾಶಯದ ಬೃಹತ್ ನೀರಿನಿಂದ ತುಂಬಿ ಬಂದಿದ್ದು ಪ್ರತಿಯೊಂದು ಗ್ರಾಮಗಳಿಗೂ ಸಮರ್ಪಕವಾಗಿ ನೀರು ತಲುಪಬೇಕು. ಅವರ ಸಮಸ್ಯೆಗಳಿಗೆ ಸ್ಪಂದಿಸುವ ಕೆಲಸ ಅಧಿಕಾರಿಗಳು ಮಾಡಬೇಕು ಎಂದರು. ಗ್ರಾಮದ ಹಿರಿಯ ಮುಖಂಡರು ಸರ್ಕಾರಿ ಕಚೇರಿಗಳಲ್ಲಿ ಭಾಗವಹಿಸಿ ಸಮಸ್ಯೆಗಳನ್ನು ತಿಳಿಸಿದರು. ದೇವರ ಜೇಬಿನಿಂದ ಲೈಟಿನ ವಿದ್ಯುತ್ ಸೌಲಭ್ಯ ಕಲ್ಪಿಸಿ ಕೊಟ್ಟ ರೈತರ ಶ್ರಮವನ್ನು ಗೌರವಿಸಬೇಕು ಎಂದು ಹೇಳಿದರು. bbox=[959, 2028, 1221, 2130]
article1-headline: ದೇಶದ ನಿಜವಾದ ಸಂಪತ್ತು ವಿಜ್ಞಾನಿಗಳು-ದೇಶದ ದೊಡ್ಡ ಆಸ್ತಿ bbox=[15, 108, 912, 164]
party-joining-photo-1 bbox=[1144, 427, 1494, 604]
article1-photo bbox=[202, 196, 735, 438]
party-joining-byline-1: ಭೀಮ ವಿಜಯ ನ್ಯೂಸ್ bbox=[1144, 609, 1494, 629]
article5-col2: ಶ್ರೀ ಸಿದ್ಧರಾಮಯ್ಯ ರವರಿಗೆ ಹಸ್ತಾಂತರಿಸಿದರು. ಈ ಸಂದರ್ಭದಲ್ಲಿ ಸಂಸ್ಥೆಯ ವ್ಯವಸ್ಥಾಪಕ ನಿರ್ದೇಶಕರಾದ ಶ್ರೀ ಮೊಹಮದ್ ಆತೀಕ್ಲಾ ಶರೀಫ್ ಹಾಗೂ ಉಪ ಪ್ರಧಾನ ವ್ಯವಸ್ಥಾಪಕರಾದ ಶ್ರೀ ಪಿ.ಎಸ್. ನಂದೀಶರವರು ಉಪಸ್ಥಿತರಿದ್ದರು. ಈ ಸಂದರ್ಭದಲ್ಲಿ ಮಾನ್ಯ ಬೃಹತ್ ಮತ್ತು ಮಧ್ಯಮ ಕೈಗಾರಿಕೆ ಸಚಿವರಾದ ಶ್ರೀ ಎಂ.ಬಿ. ಪಾಟೀಲ್‌ರವರು bbox=[950, 1471, 1125, 1622]
article5-byline: ಭೀಮ ವಿಜಯ ನ್ಯೂಸ್ bbox=[767, 1271, 942, 1291]
article8-headline-line2: ಸಾರ್ವಜನಿಕ ಕುಂದುಕೊರತೆ ಸಭೆ bbox=[624, 1768, 886, 1798]
column-divider bbox=[385, 1701, 387, 2126]
bullet-icon bbox=[148, 910, 157, 919]
article11-col2: ಸಾರ್ವಜನಿಕರ ಕೆಲಸ ಮಾಡಿಕೊಟ್ಟಾಗ ಮಾತ್ರ ದೇವರ ಕೆಲಸ ಮಾಡಿದಂತಾಗುತ್ತದೆ. ಬದಲಿಕೆ ಕೆಲಸ ಮಾಡಿದರೆ ಸರ್ಕಾರಿ ಕಚೇರಿಯ ಕೆಲಸವನ್ನು ಸ್ಥಳೀಯರು ಸರಿಯಾದ ರೀತಿಯಲ್ಲಿ ಮಾಡಬೇಕು ಎಂದರು. ಗ್ರಾಮ ಪಂಚಾಯತಿ ಅಧ್ಯಕ್ಷರು, ಸದಸ್ಯರು, ಸ್ಥಳೀಯ ಮುಖಂಡರು ಭಾಗವಹಿಸಿದ್ದರು. ಈ ಸಂದರ್ಭದಲ್ಲಿ ಕಂದಾಯ ಅಧಿಕಾರಿಗಳು, ಗ್ರಾಮ ಲೆಕ್ಕಾಧಿಕಾರಿಗಳು ಹಾಗೂ ಗ್ರಾಮಸ್ಥರು ಹಾಜರಿದ್ದರು. ಕರ್ನಾಟಕ ರಕ್ಷಣಾ ವೇದಿಕೆ ವತಿಯಿಂದ ತಹಸಿಲ್ದಾರ್ ಮಮತಾರವರನ್ನು ಅಭಿನಂದಿಸಲಾಯಿತು. ಹೇಮಾವತಿ ನದಿಗೆ ಬಾಗಿನ ಅರ್ಪಿಸುವ ಮೂಲಕ ಪ್ರಮಾಣವಚನ ಬೋಧಿಸಿದರು. ಕರ್ನಾಟಕ ರಕ್ಷಣಾ ವೇದಿಕೆಯ ವತಿಯಿಂದ ಅಭಿನಂದನಾ ಕಾರ್ಯಕ್ರಮ. bbox=[1232, 2028, 1496, 2166]
article10-col1: ಹಾಸನ: ಕವಿಪ್ರನಿನಿಯಿಂದ 66/11ಕೆ.ವಿ ಗೊರೂರು ವಿ.ವಿ ಕೇಂದ್ರದಲ್ಲಿ ತ್ರೈಮಾಸಿಕ ನಿರ್ವಹಣಾ ಕೆಲಸವನ್ನು ಹಮ್ಮಿಕೊಂಡಿರುವುದರಿಂದ ನ.11 ರಂದು ಬೆಳಿಗ್ಗೆ 10 ಗಂಟೆಯಿಂದ ಸಂಜೆ 6 ಗಂಟೆ ಯವರೆಗೆ ಗೊರೂರು ವಿ.ವಿ ಕೇಂದ್ರದಿಂದ ವಿದ್ಯುತ್ ಸರಬರಾಜಾಗುವ ಚನ್ನೇನಹಳ್ಳಿ, bbox=[18, 2212, 277, 2276]
bullet-icon bbox=[767, 1277, 776, 1286]
article4-headline: ರಾಜ್ಯಮಟ್ಟದ ಅಂತರವಲಯ ವಾಲಿಬಾಲ್ ಪಂದ್ಯಾವಳಿ bbox=[15, 1130, 748, 1205]
bullet-icon bbox=[712, 1823, 719, 1831]
imprint-line2: Hassan Dist. Karnataka Printed at: HONALU GRAPHICS, Ashoka road, Vidhya Nagar, Hassan Hassan Dist. Karnataka State. bbox=[84, 2361, 1172, 2383]
bullet-icon bbox=[107, 2197, 114, 2204]
article3-headline: ಕಸಬಾ ಪಿಎಸಿಸಿಎಸ್‌ನ ಅಧ್ಯಕ್ಷರಾಗಿ ಕೆ.ಎನ್.ಶಂಕರ್ ಆಯ್ಕೆ bbox=[388, 650, 1125, 707]
imprint-line1: Edited, Owned, Published Printed by: NAGARAJU.H.S. Karthik Nilaya,Hemavathi Nagar,Near Royal Appolo, 3rd Main, 12th Ward, Hassan, bbox=[18, 2330, 1225, 2352]
section-divider bbox=[15, 642, 1128, 644]
article6-body: ಬೆಂಗಳೂರು: ಕರ್ನಾಟಕ ಲೋಕಾಯುಕ್ತ, ಆಸ್ತಿ ವಿವರ ಸಲ್ಲಿಸದ ರಾಜ್ಯದ ಸಚಿವರು, ಶಾಸಕರು ಮತ್ತು ವಿಧಾನ ಪರಿಷತ್ ಸದಸ್ಯರ ಪಟ್ಟಿಯನ್ನು ಗುರುವಾರ ಬಿಡುಗಡೆ ಮಾಡಿದೆ. ಈ ಪಟ್ಟಿಯಲ್ಲಿ ಆಡಳಿತಾರೂಢ ಕಾಂಗ್ರೆಸ್, ಬಿಜೆಪಿ ಮತ್ತು ಜನತಾ ದಳ (ಜಾತ್ಯತೀತ) ಪಕ್ಷದ 67 ಶಾಸಕರು ಇದ್ದಾರೆ. ಕರ್ನಾಟಕ ಲೋಕಾಯುಕ್ತ ಕಾಯ್ದೆಯ ಸೆಕ್ಷನ್ 22(1) ಮತ್ತು (2)ರ ಪ್ರಕಾರ ನಿಗದಿಪಡಿಸಿದ, ಚುನಾಯಿತ ಪ್ರತಿನಿಧಿಗಳು ಪ್ರತಿ ವರ್ಷ ಜೂನ್ 30ರೊಳಗೆ ತಮ್ಮ ಹಾಗೂ ಕುಟುಂಬದ ಸದಸ್ಯರ ಆಸ್ತಿ ವಿವರವನ್ನು ನೀಡಬೇಕು. ಈ ಗಡುವಿನೊಳಗೆ ಲೋಕಾಯುಕ್ತಕ್ಕೆ ಸಲ್ಲಿಸಬೇಕು. ಆದರೆ ರಾಜ್ಯದ ಐದು ಸಚಿವರು ಸೇರಿ 67 ಶಾಸಕರು, 28 ವಿಧಾನಪರಿಷತ್ ಸದಸ್ಯರು ನಿಗದಿತ ಅವಧಿಯೊಳಗೂ 2024–25ನೇ ಸಾಲಿನ ಆಸ್ತಿ ವಿವರವನ್ನು ಲೋಕಾಯುಕ್ತಕ್ಕೆ ಸಲ್ಲಿಸಿಲ್ಲ. ಹೀಗಾಗಿ ಲೋಕಾಯುಕ್ತ, ಆಸ್ತಿ ವಿವರ ಸಲ್ಲಿಸದ ಶಾಸಕರ ಹೆಸರುಗಳ ಪಟ್ಟಿಯನ್ನು ಬಿಡುಗಡೆ ಮಾಡಿದೆ. ಆಹಾರ ಮತ್ತು ನಾಗರಿಕ ಪೂರೈಕೆ, ಗ್ರಾಹಕ ವ್ಯವಹಾರ ಸಚಿವ ಕೆ.ಎಚ್.ಮುನಿಯಪ್ಪ, ಆರೋಗ್ಯ ಸಚಿವ ದಿನೇಶ್ ಗುಂಡೂರಾವ್, ವಸತಿ, ವಕ್ಫ್ ಮತ್ತು ಅಲ್ಪಸಂಖ್ಯಾತ ಸಚಿವ ಬಿ.ಝಡ್. ಜಮೀರ್ ಅಹ್ಮದ್ ಖಾನ್, ಪೌರಾಡಳಿತ ಸಚಿವ ರಹೀಮ್ ಖಾನ್ ಹಾಗೂ ಪಶು ಸಂಗೋಪನೆ ಮತ್ತು ರೇಷ್ಮೆ ಸಚಿವ ಕೆ. ವೆಂಕಟೇಶ್ ಅವರು ತಮ್ಮ ಆಸ್ತಿ ವಿವರವನ್ನು ಲೋಕಾಯುಕ್ತಕ್ಕೆ ಸಲ್ಲಿಸಿಲ್ಲ. bbox=[15, 1821, 382, 2027]
article8-headline-line1: ನ.11 ರಂದು ಜನಸ್ಪಂದನಾ bbox=[641, 1719, 869, 1749]
section-divider bbox=[15, 1121, 1497, 1124]
article4-col2: ಪ್ರತಿಸ್ಪರ್ಧಿಯಾಗಿದ್ದ ಮೂಡುಬಿದಿರೆಯ ಆಳ್ವಾಸ್ ಯೋಗ ಪ್ರಕೃತಿ ಚಿಕಿತ್ಸಾ ವಿಜ್ಞಾನ ಕಾಲೇಜಿನ ತಂಡವನ್ನು ಸೋಲಿಸಿದರೆ, ತೇರದಾಳದ ಎಸ್.ಡಿ.ಎಂ.ಟಿ. ಆಯುರ್ವೇದ ಕಾಲೇಜು ತಂಡವನ್ನು ಅಂತಿಮ ಪಂದ್ಯದಲ್ಲಿ ಸೋಲಿಸಿ ಈ ಪಂದ್ಯದಲ್ಲಿ ಗೆದ್ದು ಈ ಮಹತ್ತರವಾದ ಗೆಲುವನ್ನು ತಮ್ಮದಾಗಿಸಿಕೊಂಡಿತು. ಈ ಸಂದರ್ಭದಲ್ಲಿ ಮಾತನಾಡಿದ ಈ ತಂಡದ ತರಬೇತುದಾರರು ಹಾಗೂ ಕಾಲೇಜಿನ ದೈಹಿಕ ನಿರ್ದೇಶಕರಾಗಿರುವ ಶ್ರೀ ಗಣೇಶ್.ಎನ್.ಎಸ್. ಅವರು ಪ್ರಬಲವಾದ ತಂಡಗಳನ್ನು ತಮ್ಮ ಸಮಯೋಚಿತ ತಂತ್ರಗಾರಿಕೆ ಮತ್ತು ಆತ್ಮವಿಶ್ವಾಸದ ಬೆಂಬಲದಿಂದ ಎದುರಿಸಿ, ನಮ್ಮ ವಿದ್ಯಾರ್ಥಿನಿಯರು ಈ bbox=[204, 1349, 379, 1606]
article1-col4: ಕಾರಣವಾಗಿದೆ ಇವರನ್ನು ಮಕ್ಕಳು ತಿಳಿಯಬೇಕು ಜೊತೆಗೆ ತಿಳಿಸಬೇಕು ಎಂದು ತಿಳಿಸಿದರು. ಬೇಲೂರು ಬಿ.ಜಿ.ವಿ.ಎಸ್ ಅಧ್ಯಕ್ಷ ಹೆಚ್.ಆರ್. ಚಂದ್ರು ಮಾತನಾಡುತ್ತಾ ನಮ್ಮ ದೇಶ ವಿಜ್ಞಾನ ವಿಷಯದಲ್ಲಿ ಮುಂದುವರೆದ ದೇಶವಾಗಿದೆ ಅದರ ಪರಿಶ್ರಮ ಸಿ ವಿ ರಾಮನ್ ಅವರಿಗೆ ತಲುಪುತ್ತದೆ ಅವರ bbox=[562, 443, 733, 604]
imprint-footer bbox=[15, 2326, 1497, 2391]
office-title: ಭೀಮ ವಿಜಯ ಕಛೇರಿ ವಿಳಾಸ bbox=[1201, 20, 1437, 49]
article1-col2: ಎಫೆಕ್ಟ್ ಸಂಶೋಧನೆ 1930ರಲ್ಲಿ ವಿಶ್ವಾಖಂಡಕ್ಕೆ ಪ್ರಥಮ ಸ್ಥಾನವನ್ನು ಪಡೆದ ನೋಬೆಲ್ ಪ್ರಶಸ್ತಿ ಪಡೆದ ಮಾಹನ್ ವ್ಯಕ್ತಿ ಸಿ.ವಿ. ರಾಮನ್ ನಮ್ಮ ದೇಶದ ದೊಡ್ಡ ಆಸ್ತಿಯಾಗಿದ್ದು ಇವರ ಪರಿಶ್ರಮದ ಸಾಧನೆ ಹಿಂದೆ ಇಂದು ದೇಶ ಪ್ರತಿಯೊಂದು ವಿಜ್ಞಾನ ವಿಷಯ ಮುಂದೆ-ಮುಂದೆ ಹೋಗುತ್ತಾ ಇದೆ. bbox=[202, 443, 373, 583]
article9-body: ಹಾಸನ: ಅಕ್ಷರ ಬುಕ್ ಹೌಸ್ ಹಾಗೂ ರೋಟರಿ ಕ್ಲಬ್ ಆಫ್ ಹಾಸನ ರಾಯಲ್ ವತಿಯಿಂದ ನ.9 ರಂದು ಬೆಳಗ್ಗೆ 10.30 ಗಂಟೆಗೆ ನಗರದ ಜಿಲ್ಲಾ ಕನ್ನಡ ಸಾಹಿತ್ಯ ಪರಿಷತ್ ಭವನದಲ್ಲಿ ಕನ್ನಡದ ಶ್ರೇಷ್ಠ ವಿಶೇಷ ಸಂವಾದಕ ಬುಕ್ ಮಾತು ಕಾರ್ಯಕ್ರಮವನ್ನು ಹಮ್ಮಿಕೊಳ್ಳಲಾಗಿದೆ ಎಂದು ಬುಕ್ ಹೌಸ್ ಮಾಲೀಕ ಟ್ರೈಂಡ್ ಗಂಗಾಧರ್ ಬಿ.ಕೆ. ಹೇಳಿದ್ದಾರೆ. ಲೇಖಕ ಗುರುದಾಸ ಪರಮ ಕಾರ್ಯಕ್ರಮ,ಮಠ ಮಾತು ಅತಿಥಿಗಳಾಗಿ ಆಗಮಿಸಲಿದ್ದು, ಚಿಕ್ಕಮ್ಮನಗುಡಿರಾದೇವಿ ಕಾದಂಬರಿ ಕುರಿತು ಮಾತನಾಡಲಿದ್ದಾರೆ. ಬುಕ್ ಮಾತು ಬಳಗದ ಎಲ್ಲಾ ಸದಸ್ಯರು, ಆಸಕ್ತರು ಕಾರ್ಯಕ್ರಮದಲ್ಲಿ ಭಾಗವಹಿಸಿ ಪ್ರೋತ್ಸಾಹ ನೀಡಬೇಕು ಎಂದು ತಿಳಿಸಲಾಗಿದೆ. bbox=[577, 2173, 939, 2267]
article2-headline: ದಾಖಲೆ ಇಲ್ಲದ 34 ಲಕ್ಷಹಣ ವಶ bbox=[15, 650, 373, 709]
party-joining-photo-2 bbox=[1144, 785, 1494, 985]
masthead-date: 08ನೇ ನವೆಂಬರ್ 2025 bbox=[28, 37, 313, 73]
article5-col1: ಬೆಂಗಳೂರು: ಕರ್ನಾಟಕ ರಾಜ್ಯ ಸರ್ಕಾರದ ಏಕೈಕ ಜಾಹೀರಾತು ಸಂಸ್ಥೆಯಾದ ಮೆ|| ಕರ್ನಾಟಕ ಸ್ಟೇಟ್ ಮಾರ್ಕೆಂಟಿಗ್ ಕಮ್ಯೂನಿಕೇಷನ್ ಅಂಡ್ ಅಡ್ವರ್ಟೈಸಿಂಗ್ ಲಿಮಿಟೆಡ್ (ಕೆಎಸ್‌ಎಂಸಿಎ) ಕಂಪನಿಯು ವಿಶೇಷ ಲಾಭಾಂಶದ ಮೊತ್ತ ರೂ.34.13 ಕೋಟಿಗಳನ್ನು ಇಂದು ಸರ್ಕಾರಕ್ಕೆ ನೀಡಿತು. ಕಂಪನಿಯ ಪರವಾಗಿ ಮಾನ್ಯ ಬೃಹತ್ ಮತ್ತು ಮಧ್ಯಮ ಕೈಗಾರಿಕೆ ಸಚಿವರಾದ ಶ್ರೀ ಎಂ.ಬಿ. ಪಾಟೀಲ್ ಮತ್ತು ಕೆಎಸ್‌ಎಂಸಿಎ ಸಂಸ್ಥೆಯ ಅಧ್ಯಕ್ಷರು ಹಾಗೂ ಕಾರವಾರ ವಿಧಾನಸಭಾ ಕ್ಷೇತ್ರದ ಮಾನ್ಯ ಶಾಸಕರೂ ಆದ ಶ್ರೀ ಸತೀಶ ಕೃಷ್ಣಸೈಲ್ ಅವರು ವಿಧಾನಸೌಧದಲ್ಲಿ ವಿಶೇಷ ಲಾಭಾಂಶದ ಚೆಕ್ ಅನ್ನು ಮಾನ್ಯ ಮುಖ್ಯಮಂತ್ರಿಗಳಾದ bbox=[767, 1294, 938, 1581]
article6-byline: ಭೀಮ ವಿಜಯ ನ್ಯೂಸ್ bbox=[15, 1796, 382, 1816]
article10-byline: ಭೀಮ ವಿಜಯ ನ್ಯೂಸ್ bbox=[25, 2189, 275, 2207]
bullet-icon bbox=[470, 723, 479, 732]
article11-headline-line1: ಸರ್ಕಾರಿ ಕೆಲಸ ಜನಸಾಮಾನ್ಯರ bbox=[1077, 1724, 1374, 1761]
